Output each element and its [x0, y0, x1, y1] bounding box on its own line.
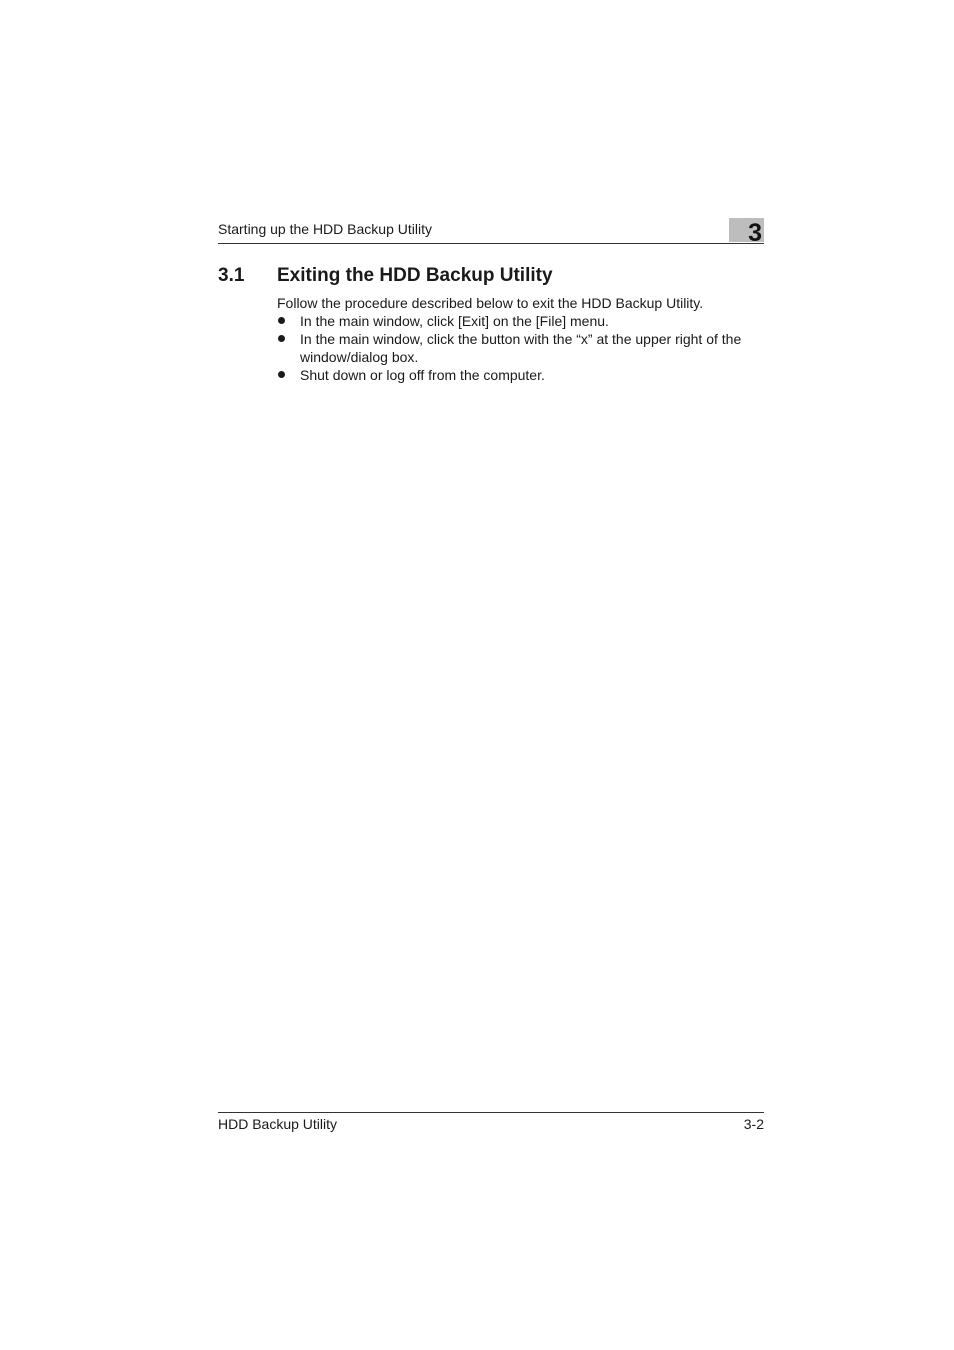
list-item — [277, 312, 767, 330]
list-item — [277, 330, 767, 366]
list-item-text: Shut down or log off from the computer. — [300, 367, 545, 383]
section-title: Exiting the HDD Backup Utility — [277, 265, 553, 286]
chapter-tab — [729, 218, 764, 247]
list-item-text: In the main window, click the button with the “x” at the upper right of the window/dialog box. — [300, 331, 742, 365]
bullet-icon — [278, 371, 285, 378]
section-body — [277, 294, 767, 384]
bullet-list — [277, 312, 767, 384]
footer-title: HDD Backup Utility — [218, 1116, 338, 1132]
running-header — [218, 219, 764, 247]
list-item — [277, 366, 767, 384]
running-header-title: Starting up the HDD Backup Utility — [218, 221, 432, 237]
intro-paragraph: Follow the procedure described below to exit the HDD Backup Utility. — [277, 295, 704, 311]
running-footer — [218, 1112, 764, 1135]
chapter-number: 3 — [748, 219, 762, 247]
bullet-icon — [278, 335, 285, 342]
bullet-icon — [278, 317, 285, 324]
list-item-text: In the main window, click [Exit] on the [File] menu. — [300, 313, 609, 329]
page-number: 3-2 — [743, 1116, 764, 1132]
section-number: 3.1 — [218, 265, 245, 286]
